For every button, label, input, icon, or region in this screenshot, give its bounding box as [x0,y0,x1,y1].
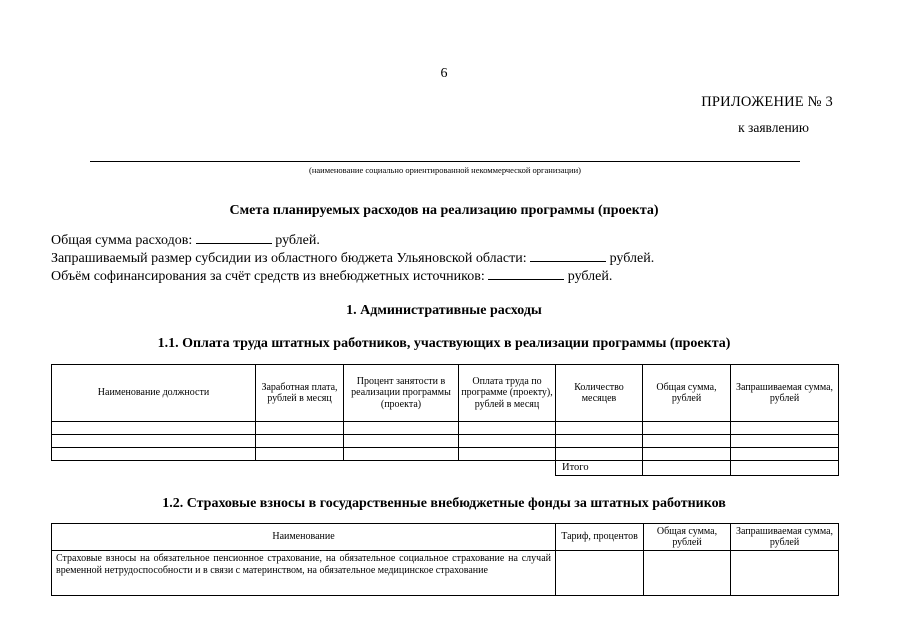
total-expenses-label: Общая сумма расходов: [51,233,193,248]
table-cell [556,551,644,596]
table-cell [256,448,344,461]
total-label: Итого [556,461,643,476]
column-header: Процент занятости в реализации программы (проекта) [344,365,459,422]
cofinancing-label: Объём софинансирования за счёт средств из внебюджетных источников: [51,269,485,284]
cofinancing-line [51,267,612,285]
table-cell [556,422,643,435]
subsidy-unit: рублей. [609,251,655,266]
column-header: Наименование должности [52,365,256,422]
column-header: Общая сумма, рублей [643,365,731,422]
cofinancing-unit: рублей. [567,269,613,284]
column-header: Наименование [52,524,556,551]
table-cell [52,422,256,435]
column-header: Тариф, процентов [556,524,644,551]
column-header: Общая сумма, рублей [644,524,731,551]
page-number: 6 [440,66,448,81]
table-row [52,422,839,435]
table-cell [52,448,256,461]
cofinancing-blank [488,267,564,280]
section-1-title: 1. Административные расходы [346,303,542,318]
appendix-heading: ПРИЛОЖЕНИЕ № 3 [701,94,833,110]
total-expenses-blank [196,231,272,244]
total-row [52,461,839,476]
organization-name-line [90,161,800,162]
total-expenses-line [51,231,320,249]
column-header: Заработная плата, рублей в месяц [256,365,344,422]
table-cell [459,435,556,448]
subsidy-label: Запрашиваемый размер субсидии из областного бюджета Ульяновской области: [51,251,527,266]
table-cell [459,448,556,461]
column-header: Оплата труда по программе (проекту), рублей в месяц [459,365,556,422]
table-cell [643,435,731,448]
table-cell [556,435,643,448]
table-cell [731,448,839,461]
insurance-table [51,523,839,596]
table-header-row [52,524,839,551]
salary-table [51,364,839,476]
table-header-row [52,365,839,422]
insurance-description: Страховые взносы на обязательное пенсионное страхование, на обязательное социальное страхование на случай временной нетрудоспособности и в связи с материнством, на обязательное медицинское страхование [52,551,556,596]
section-1-1-title: 1.1. Оплата труда штатных работников, участвующих в реализации программы (проекта) [157,336,731,351]
table-row [52,435,839,448]
table-cell [52,435,256,448]
table-cell [256,422,344,435]
document-title: Смета планируемых расходов на реализацию программы (проекта) [229,203,659,218]
total-expenses-unit: рублей. [275,233,320,248]
subsidy-line [51,249,654,267]
table-cell [556,448,643,461]
table-cell [344,448,459,461]
total-sum-cell [643,461,731,476]
table-cell [644,551,731,596]
table-cell [256,435,344,448]
total-requested-cell [731,461,839,476]
column-header: Запрашиваемая сумма, рублей [731,524,839,551]
table-cell [731,435,839,448]
column-header: Запрашиваемая сумма, рублей [731,365,839,422]
table-cell [344,435,459,448]
table-cell [459,422,556,435]
table-row [52,551,839,596]
organization-name-caption: (наименование социально ориентированной некоммерческой организации) [309,165,581,175]
subsidy-blank [530,249,606,262]
table-cell [344,422,459,435]
table-cell [643,448,731,461]
table-cell [731,422,839,435]
appendix-subheading: к заявлению [738,120,809,135]
table-cell [643,422,731,435]
column-header: Количество месяцев [556,365,643,422]
table-cell [731,551,839,596]
table-row [52,448,839,461]
section-1-2-title: 1.2. Страховые взносы в государственные внебюджетные фонды за штатных работников [162,496,726,511]
